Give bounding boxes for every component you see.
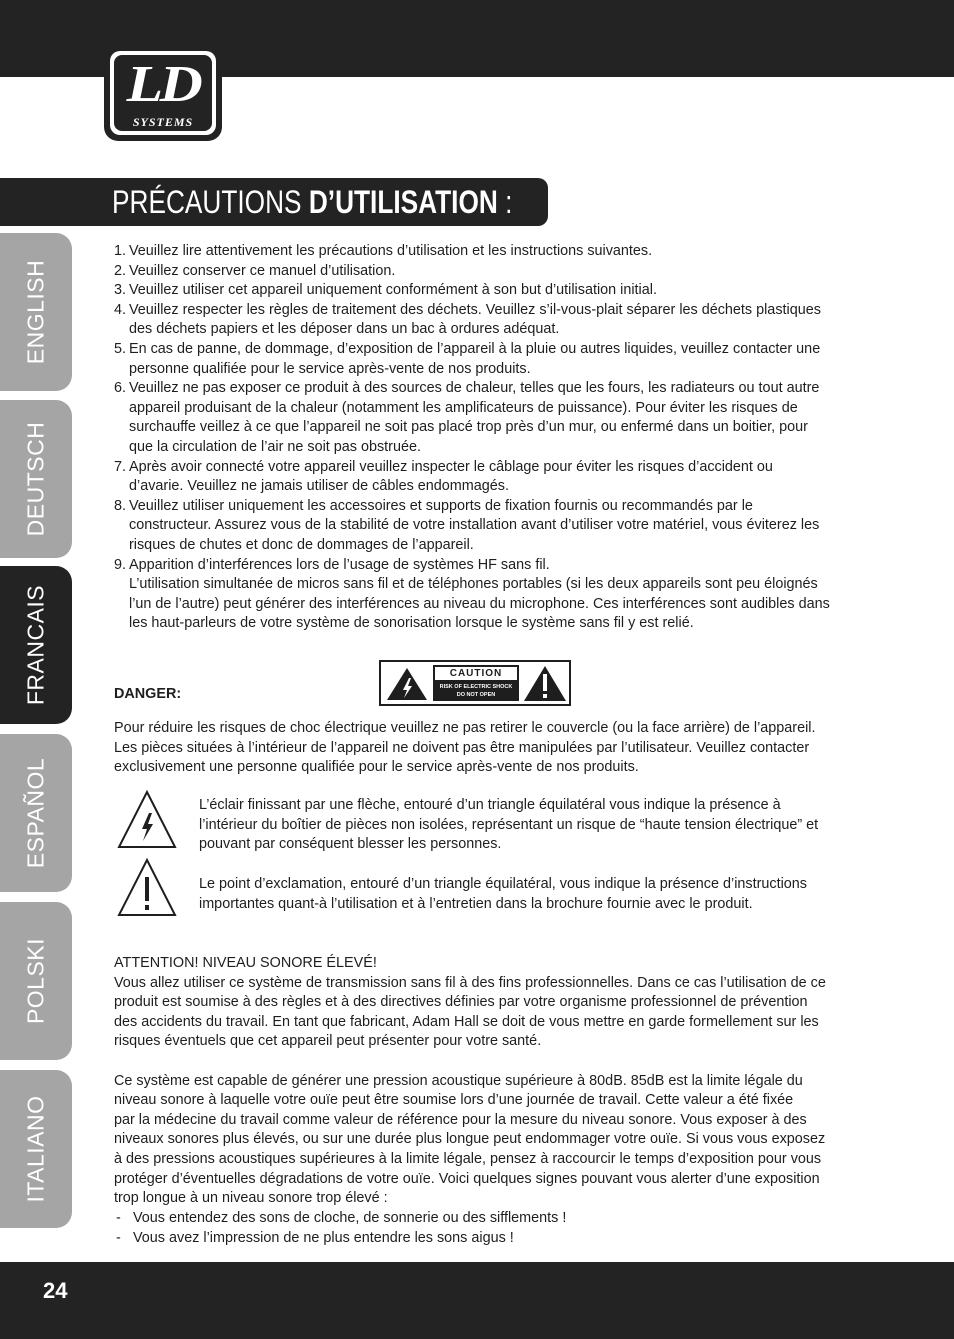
list-item [114, 262, 844, 282]
ld-systems-logo [104, 45, 222, 141]
list-item: - Vous avez l’impression de ne plus entendre les sons aigus ! [116, 1230, 514, 1247]
item-line: Veuillez utiliser uniquement les accessoires et supports de fixation fournis ou recommandés par le [129, 497, 753, 514]
item-line: Veuillez conserver ce manuel d’utilisation. [129, 262, 396, 279]
lightning-description: L’éclair finissant par une flèche, entouré d’un triangle équilatéral vous indique la présence à l’intérieur du boîtier de pièces non isolées, représentant un risque de “haute tension électrique” et pouvant par conséquent blesser les personnes. [199, 797, 819, 853]
exclamation-description: Le point d’exclamation, entouré d’un triangle équilatéral, vous indique la présence d’instructions importantes quant-à l’utilisation et à l’entretien dans la brochure fournie avec le produit. [199, 876, 807, 912]
item-line: Après avoir connecté votre appareil veuillez inspecter le câblage pour éviter les risques d’accident ou [129, 458, 773, 475]
title-bold: D’UTILISATION [308, 184, 498, 220]
attention-paragraph-1: Vous allez utiliser ce système de transmission sans fil à des fins professionnelles. Dans ce cas l’utilisation de ce produit est soumise à des règles et à des directives définies par votre organisme professionnel de prévention des accidents du travail. En tant que fabricant, Adam Hall se doit de vous mettre en garde formellement sur les risques éventuels que cet appareil peut présenter pour votre santé. [114, 974, 826, 1050]
lightning-icon [381, 662, 433, 704]
danger-label: DANGER: [114, 686, 182, 702]
item-line: Veuillez ne pas exposer ce produit à des sources de chaleur, telles que les fours, les radiateurs ou tout autre [129, 380, 820, 397]
title-suffix: : [505, 184, 513, 220]
caution-label [379, 660, 571, 706]
item-line: personne qualifiée pour le service après-vente de nos produits. [129, 360, 531, 377]
item-line: L’utilisation simultanée de micros sans fil et de téléphones portables (si les deux appareils sont peu éloignés [129, 576, 818, 593]
item-number: 8. [114, 497, 127, 514]
item-number: 4. [114, 301, 127, 318]
list-item: - Vous entendez des sons de cloche, de sonnerie ou des sifflements ! [116, 1209, 567, 1226]
item-line: constructeur. Assurez vous de la stabilité de votre installation avant d’utiliser votre matériel, vous éviterez les [129, 517, 820, 534]
item-line: appareil produisant de la chaleur (notamment les amplificateurs de puissance). Pour éviter les risques de [129, 399, 798, 416]
caution-risk: RISK OF ELECTRIC SHOCK DO NOT OPEN [439, 684, 513, 698]
item-line: d’avarie. Veuillez ne jamais utiliser de câbles endommagés. [129, 478, 509, 495]
tab-polski[interactable]: POLSKI [0, 902, 72, 1060]
item-number: 7. [114, 458, 127, 475]
item-line: l’un de l’autre) peut générer des interférences au niveau du microphone. Ces interférences sont audibles dans [129, 595, 830, 612]
page-number: 24 [43, 1278, 68, 1303]
tab-italiano[interactable]: ITALIANO [0, 1070, 72, 1228]
item-line: des déchets papiers et les déposer dans un bac à ordures adéquat. [129, 321, 560, 338]
item-line: Veuillez utiliser cet appareil uniquement conformément à son but d’utilisation initial. [129, 282, 657, 299]
exclamation-warning-icon [116, 857, 178, 919]
list-item [114, 301, 844, 340]
list-item [114, 556, 844, 634]
list-item [114, 281, 844, 301]
page-title [112, 180, 512, 224]
item-line: les haut-parleurs de votre système de sonorisation lorsque le système sans fil y est relié. [129, 615, 694, 632]
attention-paragraph-2: Ce système est capable de générer une pression acoustique supérieure à 80dB. 85dB est la limite légale du niveau sonore à laquelle votre ouïe peut être soumise lors d’une journée de travail. Cette valeur a été fixée par la médecine du travail comme valeur de référence pour la mesure du niveau sonore. Vous exposer à des niveaux sonores plus élevés, ou sur une durée plus longue peut endommager votre ouïe. Si vous vous exposez à des pressions acoustiques supérieures à la limite légale, pensez à raccourcir le temps d’exposition pour vous protéger d’éventuelles dégradations de votre ouïe. Voici quelques signes pouvant vous alerter d’une exposition trop longue à un niveau sonore trop élevé : [114, 1072, 826, 1207]
exclamation-icon [519, 662, 571, 704]
list-item [114, 497, 844, 556]
tab-english[interactable]: ENGLISH [0, 233, 72, 391]
item-line: Veuillez lire attentivement les précautions d’utilisation et les instructions suivantes. [129, 243, 653, 259]
attention-section [114, 954, 844, 1249]
tab-deutsch[interactable]: DEUTSCH [0, 400, 72, 558]
item-number: 3. [114, 282, 127, 299]
tab-espanol[interactable]: ESPAÑOL [0, 734, 72, 892]
list-item [114, 379, 844, 457]
item-line: risques de chutes et donc de dommages de l’appareil. [129, 536, 474, 553]
item-number: 1. [114, 243, 127, 259]
item-number: 6. [114, 380, 127, 397]
title-light: PRÉCAUTIONS [112, 184, 302, 220]
list-item [114, 458, 844, 497]
tab-francais[interactable]: FRANCAIS [0, 566, 72, 724]
item-line: Apparition d’interférences lors de l’usage de systèmes HF sans fil. [129, 556, 550, 573]
item-line: En cas de panne, de dommage, d’exposition de l’appareil à la pluie ou autres liquides, veuillez contacter une [129, 340, 821, 357]
item-number: 9. [114, 556, 127, 573]
danger-text: Pour réduire les risques de choc électrique veuillez ne pas retirer le couvercle (ou la face arrière) de l’appareil. Les pièces situées à l’intérieur de l’appareil ne doivent pas être manipulées par l’utilisateur. Veuillez contacter exclusivement une personne qualifiée pour le service après-vente de nos produits. [114, 720, 816, 776]
list-item [114, 242, 844, 262]
lightning-warning-icon [116, 789, 178, 851]
precautions-list [114, 242, 844, 634]
item-line: surchauffe veillez à ce que l’appareil ne soit pas placé trop près d’un mur, ou enfermé dans un boitier, pour [129, 419, 808, 436]
list-item [114, 340, 844, 379]
caution-title: CAUTION [435, 667, 517, 680]
logo-mark: LD [126, 56, 200, 113]
attention-heading: ATTENTION! NIVEAU SONORE ÉLEVÉ! [114, 955, 377, 971]
logo-subtitle: SYSTEMS [132, 115, 194, 129]
item-line: que la circulation de l’air ne soit pas obstruée. [129, 438, 421, 455]
item-line: Veuillez respecter les règles de traitement des déchets. Veuillez s’il-vous-plait séparer les déchets plastiques [129, 301, 821, 318]
bottom-bar [0, 1262, 954, 1339]
item-number: 5. [114, 340, 127, 357]
item-number: 2. [114, 262, 127, 279]
